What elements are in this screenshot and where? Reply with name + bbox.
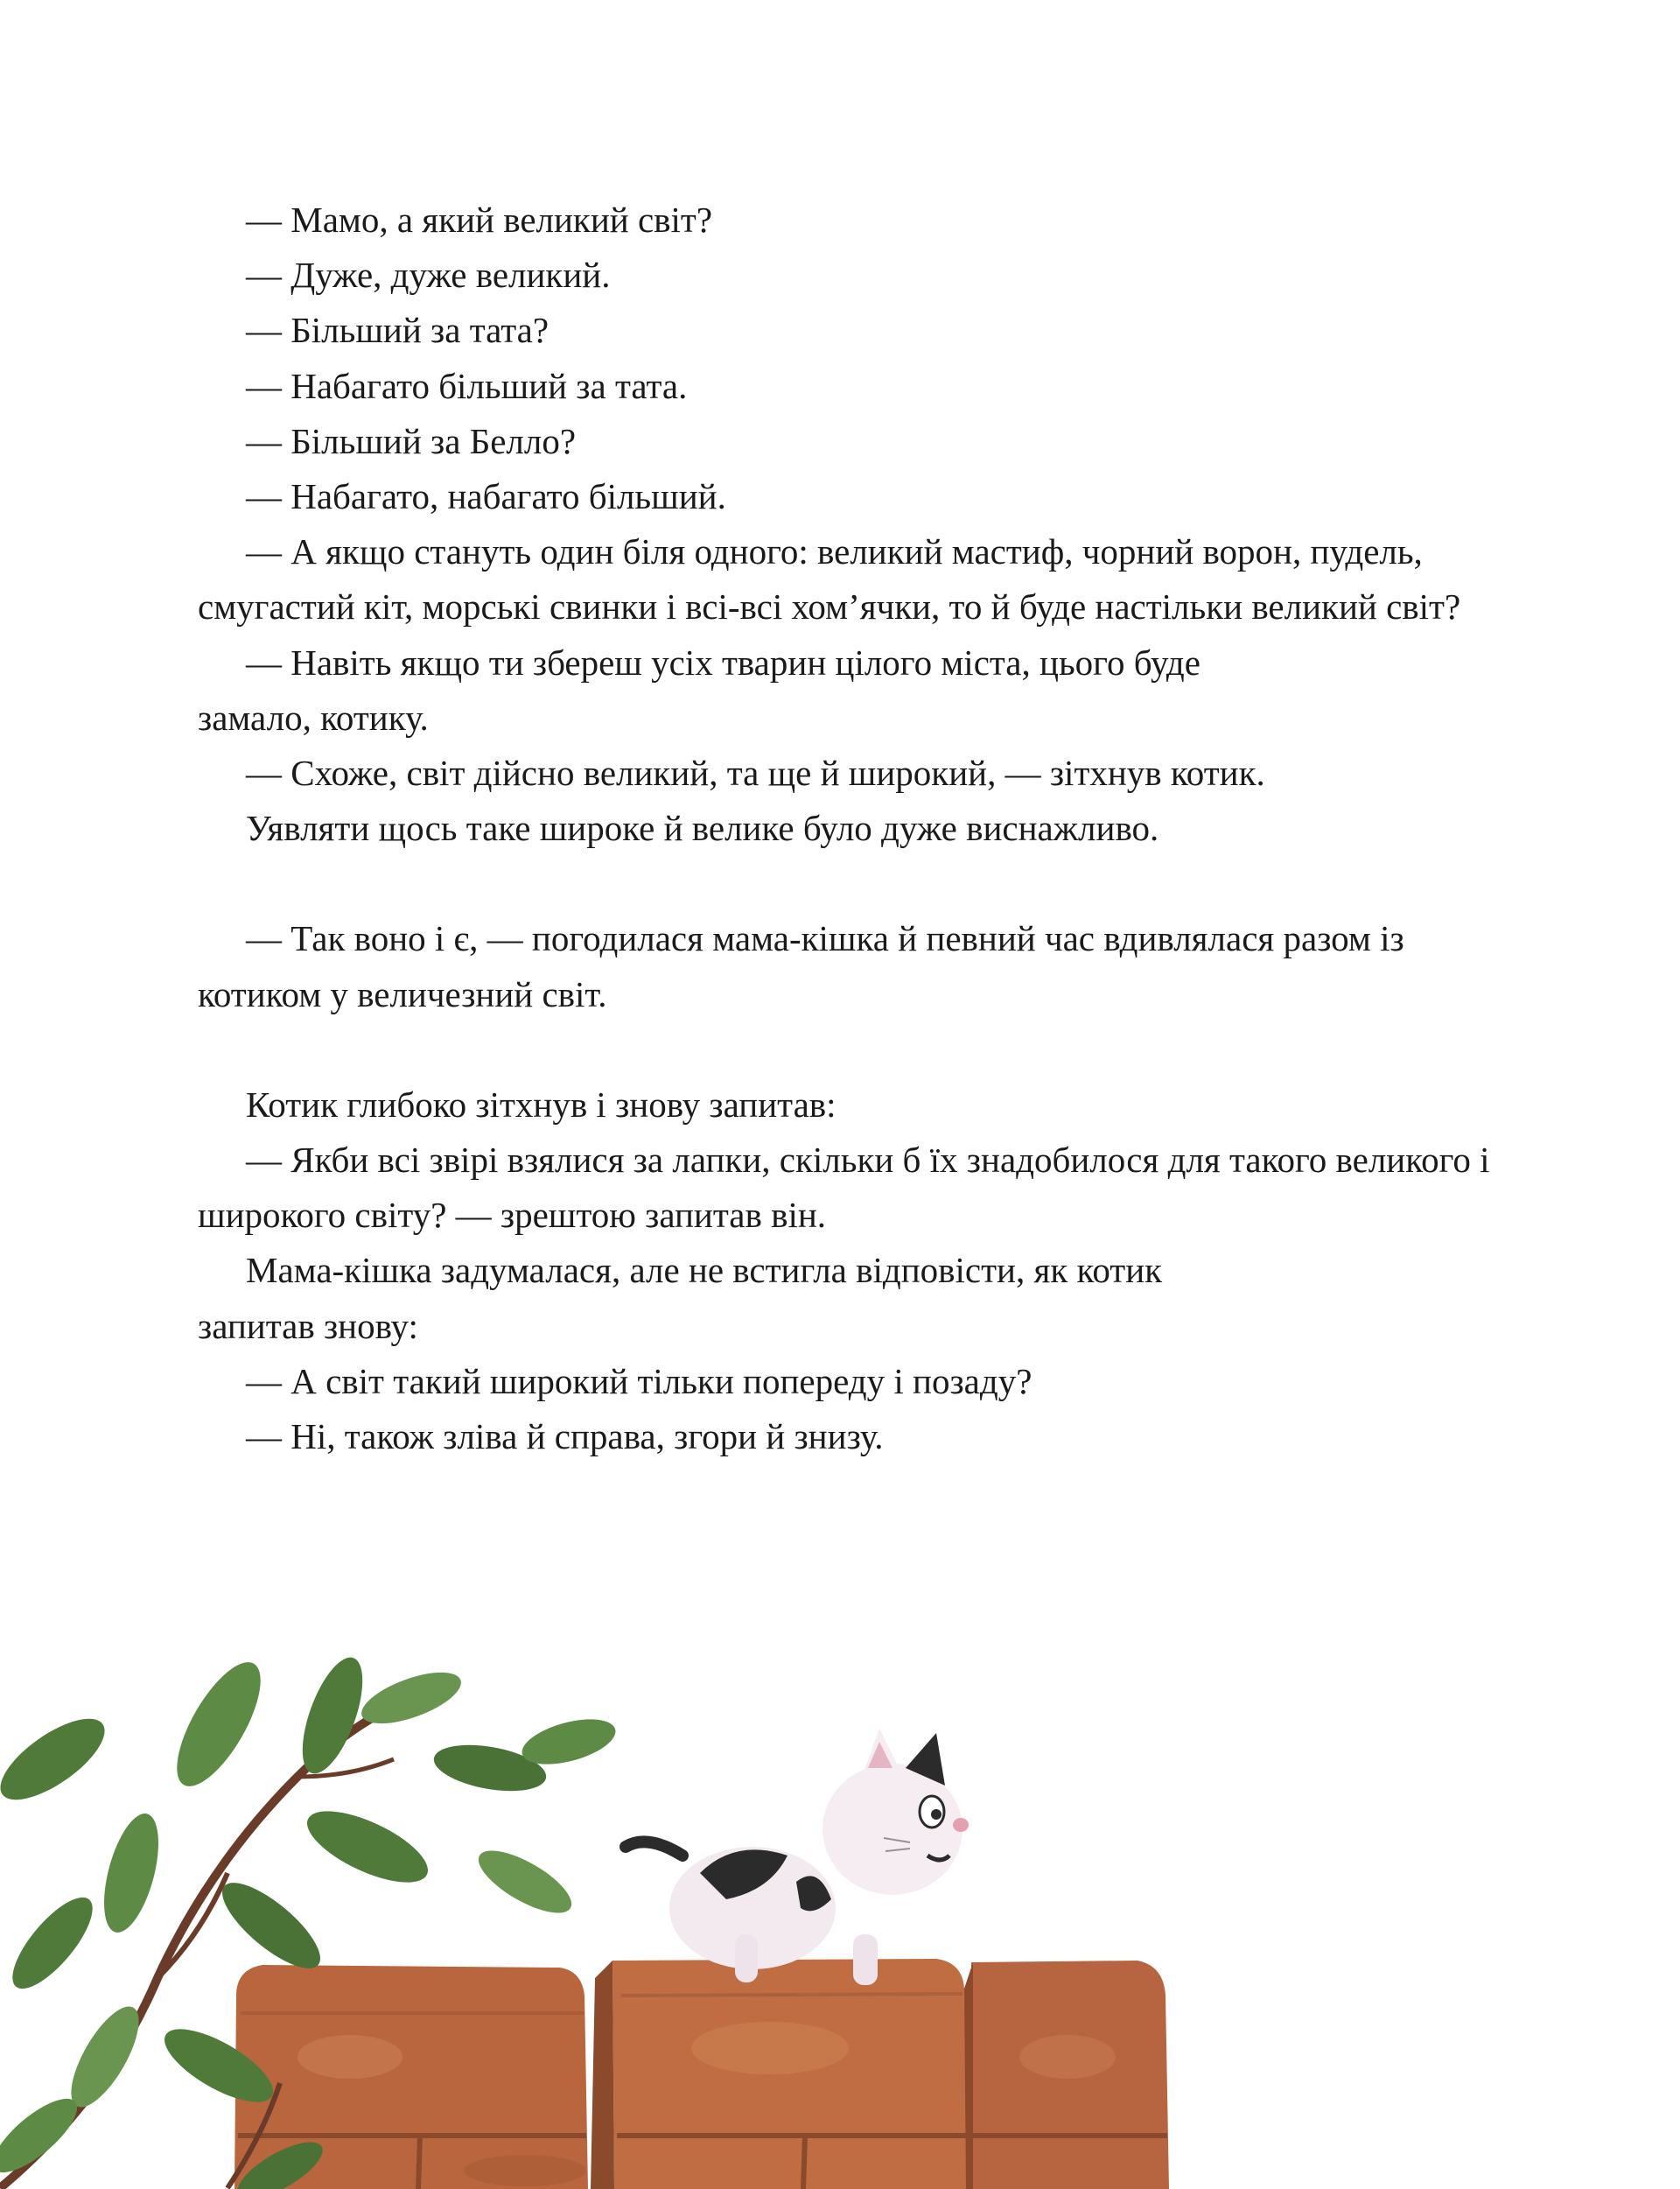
kitten-on-wall-illustration xyxy=(0,1645,1680,2189)
story-line: — А світ такий широкий тільки попереду і позаду? xyxy=(246,1360,1032,1401)
story-line: — Більший за тата? xyxy=(246,310,550,351)
story-line: — А якщо стануть один біля одного: великий мастиф, чорний ворон, пудель, смугастий кіт, морські свинки і всі-всі хом’ячки, то й буде настільки великий світ? xyxy=(198,531,1461,628)
story-line: — Дуже, дуже великий. xyxy=(246,255,611,296)
story-line: — Так воно і є, — погодилася мама-кішка й певний час вдивлялася разом із котиком у величезний світ. xyxy=(198,918,1404,1014)
brick-wall xyxy=(234,1959,1169,2189)
story-line-continued: запитав знову: xyxy=(198,1305,418,1346)
story-line: — Мамо, а який великий світ? xyxy=(246,200,713,240)
story-line: Мама-кішка задумалася, але не встигла відповісти, як котик xyxy=(246,1250,1163,1291)
story-line: — Набагато більший за тата. xyxy=(246,365,688,406)
story-line: — Набагато, набагато більший. xyxy=(246,476,726,517)
story-line: — Ні, також зліва й справа, згори й знизу. xyxy=(246,1416,884,1457)
story-line: — Схоже, світ дійсно великий, та ще й широкий, — зітхнув котик. xyxy=(246,753,1265,794)
story-line-continued: замало, котику. xyxy=(198,697,429,738)
story-line: — Якби всі звірі взялися за лапки, скільки б їх знадобилося для такого великого і широкого світу? — зрештою запитав він. xyxy=(198,1140,1490,1236)
paragraph-gap xyxy=(198,856,1510,911)
story-line: Котик глибоко зітхнув і знову запитав: xyxy=(246,1084,836,1125)
paragraph-gap xyxy=(198,1022,1510,1077)
story-line: — Навіть якщо ти збереш усіх тварин цілого міста, цього буде xyxy=(246,642,1200,683)
story-line: Уявляти щось таке широке й велике було дуже виснажливо. xyxy=(246,808,1159,849)
story-text xyxy=(198,193,1510,1464)
kitten xyxy=(626,1729,969,1985)
story-line: — Більший за Белло? xyxy=(246,420,577,461)
